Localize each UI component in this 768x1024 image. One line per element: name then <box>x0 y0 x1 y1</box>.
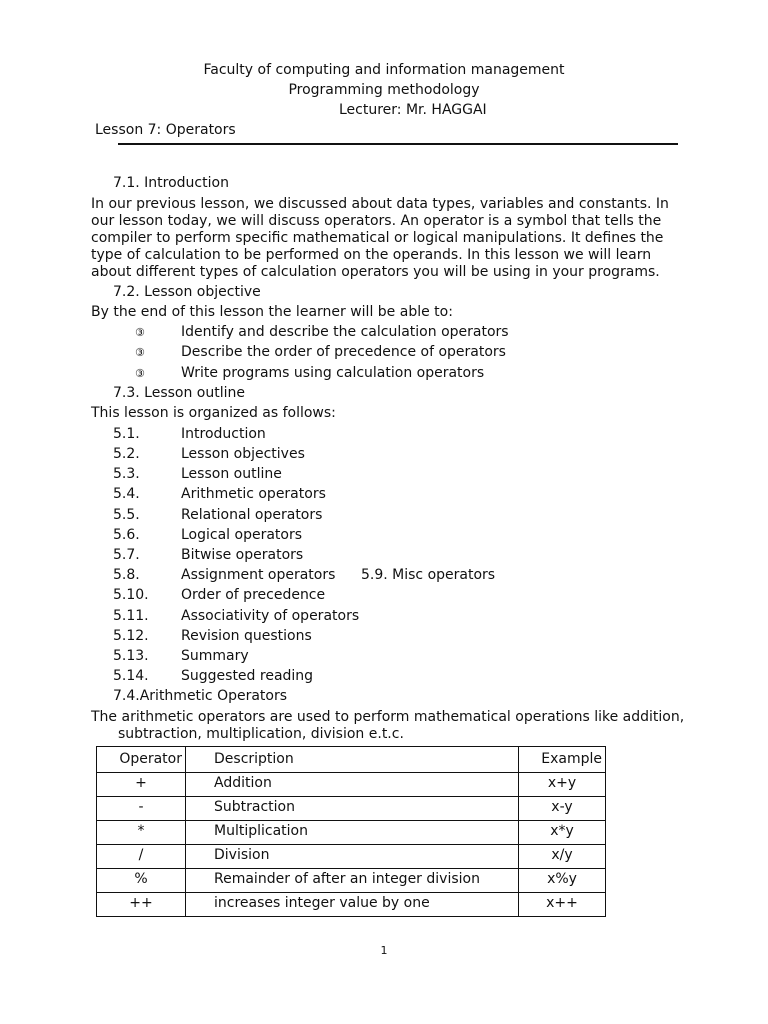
outline-number: 5.6. <box>113 527 140 543</box>
objective-item: Describe the order of precedence of operators <box>181 344 506 360</box>
outline-number: 5.7. <box>113 547 140 563</box>
outline-inline-extra: 5.9. Misc operators <box>361 567 496 583</box>
table-row <box>97 893 606 917</box>
outline-label: Assignment operators <box>181 567 336 583</box>
outline-number: 5.11. <box>113 608 149 624</box>
outline-number: 5.14. <box>113 668 149 684</box>
outline-label: Lesson outline <box>181 466 282 482</box>
outline-label: Suggested reading <box>181 668 314 684</box>
bullet-icon: ③ <box>135 326 145 339</box>
outline-label: Introduction <box>181 426 266 442</box>
description-cell: Division <box>186 845 519 869</box>
outline-label: Relational operators <box>181 507 323 523</box>
header-example: Example <box>519 747 606 773</box>
example-cell: x/y <box>519 845 606 869</box>
table-row <box>97 869 606 893</box>
table-row <box>97 845 606 869</box>
description-cell: increases integer value by one <box>186 893 519 917</box>
table-row <box>97 773 606 797</box>
header-divider <box>118 143 678 145</box>
arithmetic-paragraph-line1: The arithmetic operators are used to perform mathematical operations like addition, <box>91 709 685 725</box>
objective-item: Identify and describe the calculation operators <box>181 324 509 340</box>
description-cell: Remainder of after an integer division <box>186 869 519 893</box>
example-cell: x*y <box>519 821 606 845</box>
outline-number: 5.1. <box>113 426 140 442</box>
outline-label: Lesson objectives <box>181 446 305 462</box>
outline-number: 5.13. <box>113 648 149 664</box>
outline-label: Arithmetic operators <box>181 486 326 502</box>
operator-cell: * <box>97 821 186 845</box>
outline-number: 5.8. <box>113 567 140 583</box>
operator-cell: + <box>97 773 186 797</box>
outline-heading: 7.3. Lesson outline <box>113 385 246 401</box>
outline-number: 5.2. <box>113 446 140 462</box>
page-number: 1 <box>380 944 388 957</box>
table-row <box>97 821 606 845</box>
outline-number: 5.5. <box>113 507 140 523</box>
outline-number: 5.3. <box>113 466 140 482</box>
operator-cell: / <box>97 845 186 869</box>
course-title: Programming methodology <box>288 82 480 98</box>
outline-label: Revision questions <box>181 628 312 644</box>
arithmetic-paragraph-line2: subtraction, multiplication, division e.t.c. <box>118 726 404 742</box>
objective-heading: 7.2. Lesson objective <box>113 284 261 300</box>
description-cell: Multiplication <box>186 821 519 845</box>
intro-paragraph: In our previous lesson, we discussed about data types, variables and constants. In our lesson today, we will discuss operators. An operator is a symbol that tells the compiler to perform specific mathematical or logical manipulations. It defines the type of calculation to be performed on the operands. In this lesson we will learn about different types of calculation operators you will be using in your programs. <box>91 196 669 280</box>
operator-cell: ++ <box>97 893 186 917</box>
bullet-icon: ③ <box>135 367 145 380</box>
table-row <box>97 797 606 821</box>
outline-label: Summary <box>181 648 249 664</box>
example-cell: x+y <box>519 773 606 797</box>
lesson-title: Lesson 7: Operators <box>95 122 236 138</box>
outline-number: 5.4. <box>113 486 140 502</box>
header-operator: Operator <box>97 747 186 773</box>
outline-label: Bitwise operators <box>181 547 304 563</box>
arithmetic-heading: 7.4.Arithmetic Operators <box>113 688 288 704</box>
outline-label: Associativity of operators <box>181 608 360 624</box>
lecturer-line: Lecturer: Mr. HAGGAI <box>339 102 487 118</box>
bullet-icon: ③ <box>135 346 145 359</box>
example-cell: x-y <box>519 797 606 821</box>
intro-heading: 7.1. Introduction <box>113 175 229 191</box>
outline-lead: This lesson is organized as follows: <box>91 405 336 421</box>
table-header-row <box>97 747 606 773</box>
outline-label: Order of precedence <box>181 587 326 603</box>
faculty-title: Faculty of computing and information management <box>203 62 565 78</box>
header-description: Description <box>186 747 519 773</box>
operator-cell: - <box>97 797 186 821</box>
arithmetic-operators-table <box>96 746 606 917</box>
operator-cell: % <box>97 869 186 893</box>
example-cell: x%y <box>519 869 606 893</box>
outline-label: Logical operators <box>181 527 303 543</box>
outline-number: 5.12. <box>113 628 149 644</box>
example-cell: x++ <box>519 893 606 917</box>
description-cell: Addition <box>186 773 519 797</box>
objective-item: Write programs using calculation operators <box>181 365 485 381</box>
objective-lead: By the end of this lesson the learner will be able to: <box>91 304 453 320</box>
description-cell: Subtraction <box>186 797 519 821</box>
outline-number: 5.10. <box>113 587 149 603</box>
